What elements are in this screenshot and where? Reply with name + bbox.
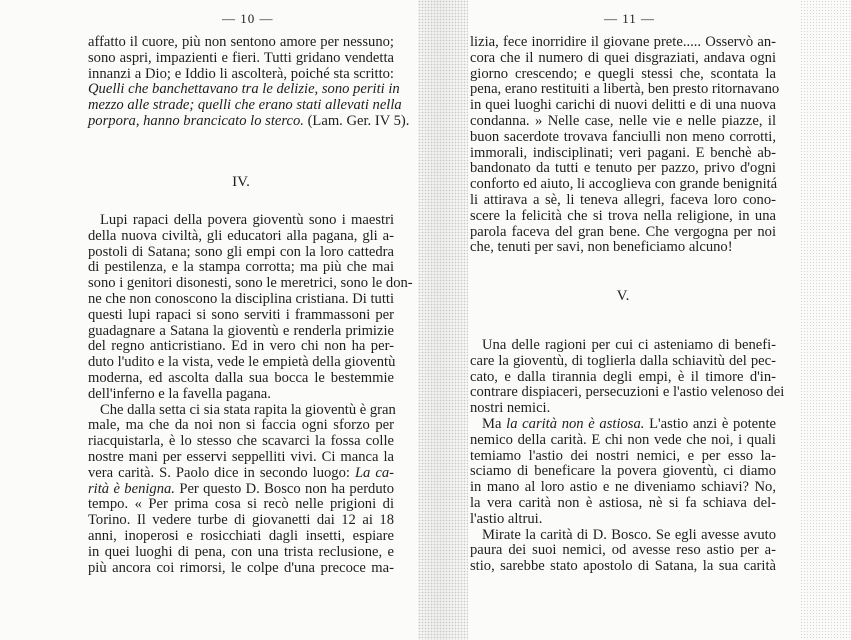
text-line xyxy=(88,324,394,340)
italic-text: rità è benigna. xyxy=(88,480,175,497)
text-line xyxy=(88,545,394,561)
text-span: buon sacerdote trovava fanciulli non meno corrotti, xyxy=(470,128,776,145)
text-line xyxy=(470,51,776,67)
text-line xyxy=(470,528,776,544)
text-line xyxy=(470,35,776,51)
text-span: sono aspri, impazienti e fieri. Tutti gridano vendetta xyxy=(88,49,394,66)
text-span: affatto il cuore, più non sentono amore per nessuno; xyxy=(88,34,394,50)
text-line xyxy=(470,464,776,480)
text-span: pena, erano restituiti a libertà, ben presto ritornavano xyxy=(470,81,780,98)
text-line xyxy=(88,112,410,130)
text-span: Che dalla setta ci sia stata rapita la gioventù è gran xyxy=(100,401,396,418)
text-span: contrare dispiaceri, persecuzioni e l'astio velenoso dei xyxy=(470,384,785,401)
page-edge xyxy=(800,0,851,640)
text-span: lizia, fece inorridire il giovane prete..... Osservò an- xyxy=(470,34,776,50)
text-span: in quei luoghi di pena, con una trista reclusione, e xyxy=(88,543,394,560)
chapter-heading: IV. xyxy=(232,174,250,190)
text-line xyxy=(470,370,776,386)
text-span: cora che il numero di quei disgraziati, andava ogni xyxy=(470,49,776,66)
text-line xyxy=(88,67,394,83)
text-span: condanna. » Nelle case, nelle vie e nelle piazze, il xyxy=(470,112,776,129)
text-span: innanzi a Dio; e Iddio li ascolterà, poiché sta scritto: xyxy=(88,65,394,82)
text-line xyxy=(88,245,394,261)
text-span: ne che non conoscono la disciplina cristiana. Di tutti xyxy=(88,290,394,307)
text-line xyxy=(470,209,776,225)
text-line xyxy=(88,275,413,292)
text-span: Torino. Il vedere turbe di giovanetti dai 12 ai 18 xyxy=(88,512,394,529)
text-line xyxy=(88,35,394,51)
book-gutter xyxy=(418,0,468,640)
text-line xyxy=(88,229,394,245)
page-number: — 10 — xyxy=(222,11,274,26)
text-line xyxy=(88,339,394,355)
text-line xyxy=(88,260,394,276)
text-line xyxy=(88,292,394,308)
text-span: Ma xyxy=(482,415,507,432)
text-line xyxy=(88,513,394,529)
text-span: l'astio altrui. xyxy=(470,510,543,527)
italic-text: Quelli che banchettavano tra le delizie, sono periti in xyxy=(88,81,400,98)
text-line xyxy=(470,161,776,177)
text-line xyxy=(88,434,394,450)
text-line xyxy=(88,387,394,403)
text-span: sono i genitori disonesti, sono le meretrici, sono le don- xyxy=(88,275,413,292)
text-span: anni, inoperosi e rosicchiati dagli insetti, espiare xyxy=(88,527,394,544)
text-line xyxy=(470,240,776,256)
text-line xyxy=(470,98,776,114)
text-span: vera carità. S. Paolo dice in secondo luogo: xyxy=(88,464,355,481)
text-span: immorali, indisciplinati; veri pagani. E benchè ab- xyxy=(470,144,776,161)
text-line xyxy=(470,338,776,354)
text-span: riacquistarla, è lo stesso che scavarci la fossa colle xyxy=(88,433,394,450)
text-span: Mirate la carità di D. Bosco. Se egli avesse avuto xyxy=(482,526,776,543)
text-line xyxy=(88,403,394,419)
text-line xyxy=(88,97,402,114)
text-span: dell'inferno e la favella pagana. xyxy=(88,385,271,402)
text-line xyxy=(470,130,776,146)
text-span: (Lam. Ger. IV 5). xyxy=(303,112,410,129)
text-line xyxy=(470,417,776,433)
italic-text: la carità non è astiosa. xyxy=(506,415,645,432)
text-span: in quei luoghi carichi di nuovi delitti e di una nuova xyxy=(470,97,776,114)
text-line xyxy=(470,449,776,465)
text-span: paura dei suoi nemici, od avesse reso astio per a- xyxy=(470,542,776,559)
italic-text: mezzo alle strade; quelli che erano stati allevati nella xyxy=(88,97,402,114)
text-line xyxy=(470,512,776,528)
text-line xyxy=(470,433,776,449)
text-span: postoli di Satana; sono gli empi con la loro cattedra xyxy=(88,243,394,260)
text-span: tempo. « Per prima cosa si recò nelle prigioni di xyxy=(88,496,394,513)
text-span: che, tenuti per savi, non beneficiamo alcuno! xyxy=(470,239,733,256)
text-span: questi lupi rapaci si sono serviti i frammassoni per xyxy=(88,306,394,323)
text-span: la vera carità non è astiosa, nè si fa schiava del- xyxy=(470,494,776,511)
text-span: Una delle ragioni per cui ci asteniamo di benefi- xyxy=(482,337,776,353)
text-span: Per questo D. Bosco non ha perduto xyxy=(174,480,394,497)
text-span: più ancora coi rimorsi, le colpe d'una precoce ma- xyxy=(88,559,394,576)
text-block-top xyxy=(470,34,780,256)
text-line xyxy=(88,497,394,513)
text-line xyxy=(470,559,776,575)
text-line xyxy=(470,67,776,83)
text-span: scere la felicità che si trova nella religione, in una xyxy=(470,207,776,224)
text-line xyxy=(88,450,394,466)
text-line xyxy=(470,225,776,241)
text-span: conforto ed aiuto, li accoglieva con grande benignitá xyxy=(470,176,778,193)
text-span: bandonato da tutti e tenuto per pazzo, privo d'ogni xyxy=(470,160,776,177)
text-span: moderna, ed ascolta dalla sua bocca le bestemmie xyxy=(88,369,394,386)
text-span: li attirava a sè, li teneva allegri, faceva loro cono- xyxy=(470,191,776,208)
text-span: sciamo di beneficare la povera gioventù, ci diamo xyxy=(470,463,776,480)
chapter-heading: V. xyxy=(616,288,630,304)
text-block-body xyxy=(88,212,413,576)
text-span: cato, e dalla tirannia degli empi, è il timore d'in- xyxy=(470,368,776,385)
text-line xyxy=(88,355,394,371)
page-number: — 11 — xyxy=(604,11,656,26)
text-line xyxy=(470,543,776,559)
text-span: male, ma che da noi non si faccia ogni sforzo per xyxy=(88,417,394,434)
text-span: temiamo l'astio dei nostri nemici, e per esso la- xyxy=(470,447,776,464)
text-span: parola faceva del gran bene. Che vergogna per noi xyxy=(470,223,776,240)
text-line xyxy=(88,529,394,545)
text-line xyxy=(88,418,394,434)
text-span: della nuova civiltà, gli educatori alla pagana, gli a- xyxy=(88,227,394,244)
text-line xyxy=(88,308,394,324)
text-span: Lupi rapaci della povera gioventù sono i maestri xyxy=(100,212,394,228)
text-line xyxy=(88,561,394,577)
text-span: del regno anticristiano. Ed in vero chi non ha per- xyxy=(88,338,394,355)
text-line xyxy=(88,482,394,498)
text-line xyxy=(88,371,394,387)
text-span: care la gioventù, di toglierla dalla schiavitù del pec- xyxy=(470,352,776,369)
text-span: duto l'udito e la vista, vede le empietà della gioventù xyxy=(88,354,396,371)
text-line xyxy=(470,480,776,496)
text-line xyxy=(470,401,776,417)
text-span: nostre mani per esservi seppelliti vivi. Ci manca la xyxy=(88,448,394,465)
text-line xyxy=(88,81,400,98)
text-span: di pestilenza, e la stampa corrotta; ma più che mai xyxy=(88,259,394,276)
text-line xyxy=(470,146,776,162)
text-span: nemico della carità. E chi non vede che noi, i quali xyxy=(470,431,776,448)
text-line xyxy=(88,213,394,229)
text-block-top xyxy=(88,34,410,130)
text-span: nostri nemici. xyxy=(470,400,551,417)
text-line xyxy=(470,354,776,370)
text-span: guadagnare a Satana la gioventù e renderla primizie xyxy=(88,322,394,339)
text-line xyxy=(88,466,394,482)
text-span: L'astio anzi è potente xyxy=(644,415,776,432)
italic-text: porpora, hanno brancicato lo sterco. xyxy=(88,112,304,129)
text-line xyxy=(470,496,776,512)
text-line xyxy=(470,384,785,401)
text-line xyxy=(470,193,776,209)
text-line xyxy=(88,51,394,67)
italic-text: La ca- xyxy=(354,464,394,481)
text-span: in mano al loro astio e ne diveniamo schiavi? No, xyxy=(470,479,776,496)
text-line xyxy=(470,177,776,193)
text-span: stio, sarebbe stato apostolo di Satana, la sua carità xyxy=(470,558,776,575)
text-block-body xyxy=(470,337,785,575)
text-span: giorno crescendo; e quegli stessi che, scontata la xyxy=(470,65,776,82)
text-line xyxy=(470,114,776,130)
text-line xyxy=(470,81,780,98)
